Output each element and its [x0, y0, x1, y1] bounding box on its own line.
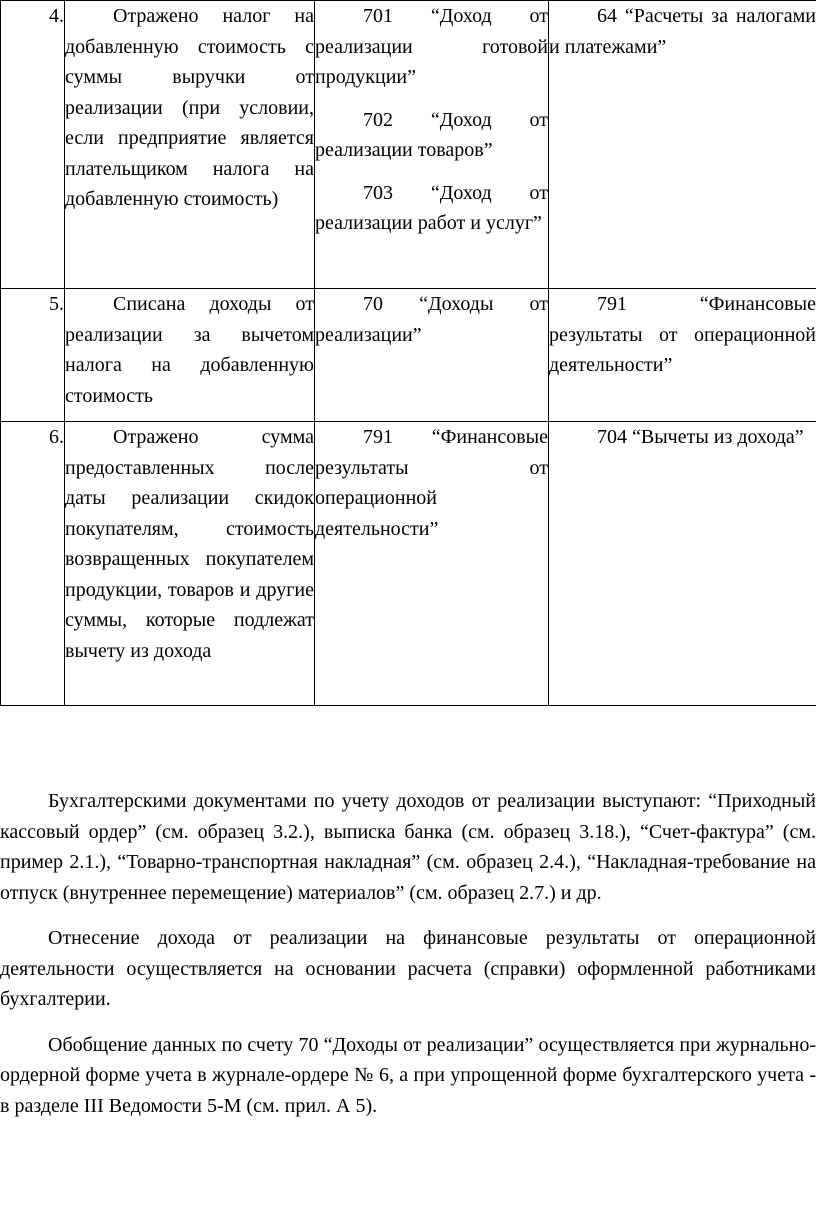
- credit-account: 704 “Вычеты из дохода”: [597, 426, 804, 448]
- row-credit: [549, 1, 816, 289]
- credit-account: 791 “Финансовые результаты от операционной деятельности”: [549, 293, 816, 376]
- row-number: 6.: [1, 422, 65, 706]
- debit-account: 791 “Финансовые результаты от операционной деятельности”: [315, 426, 548, 540]
- row-description: Отражено налог на добавленную стоимость с суммы выручки от реализации (при условии, если предприятие является плательщиком налога на добавленную стоимость): [65, 1, 315, 289]
- row-debit: [315, 289, 549, 422]
- row-debit: [315, 422, 549, 706]
- credit-account: 64 “Расчеты за налогами и платежами”: [549, 5, 816, 58]
- debit-account: 702 “Доход от реализации товаров”: [315, 108, 548, 161]
- row-number: 4.: [1, 1, 65, 289]
- debit-account: 70 “Доходы от реализации”: [315, 293, 548, 346]
- row-description: Списана доходы от реализации за вычетом налога на добавленную стоимость: [65, 289, 315, 422]
- row-description: Отражено сумма предоставленных после даты реализации скидок покупателям, стоимость возвращенных покупателем продукции, товаров и другие суммы, которые подлежат вычету из дохода: [65, 422, 315, 706]
- paragraph: Обобщение данных по счету 70 “Доходы от реализации” осуществляется при журнально-ордерной форме учета в журнале-ордере № 6, а при упрощенной форме бухгалтерского учета - в разделе III Ведомости 5-М (см. прил. А 5).: [0, 1033, 816, 1117]
- row-debit: [315, 1, 549, 289]
- row-credit: [549, 289, 816, 422]
- paragraph: Бухгалтерскими документами по учету доходов от реализации выступают: “Приходный кассовый ордер” (см. образец 3.2.), выписка банка (см. образец 3.18.), “Счет-фактура” (см. пример 2.1.), “Товарно-транспортная накладная” (см. образец 2.4.), “Накладная-требование на отпуск (внутреннее перемещение) материалов” (см. образец 2.7.) и др.: [0, 790, 816, 904]
- debit-account: 701 “Доход от реализации готовой продукции”: [315, 5, 548, 88]
- row-number: 5.: [1, 289, 65, 422]
- table-row: [1, 289, 816, 422]
- paragraph: Отнесение дохода от реализации на финансовые результаты от операционной деятельности осуществляется на основании расчета (справки) оформленной работниками бухгалтерии.: [0, 927, 816, 1010]
- table-row: [1, 1, 816, 289]
- debit-account: 703 “Доход от реализации работ и услуг”: [315, 181, 548, 234]
- body-text: [0, 786, 816, 1136]
- table-row: [1, 422, 816, 706]
- row-credit: [549, 422, 816, 706]
